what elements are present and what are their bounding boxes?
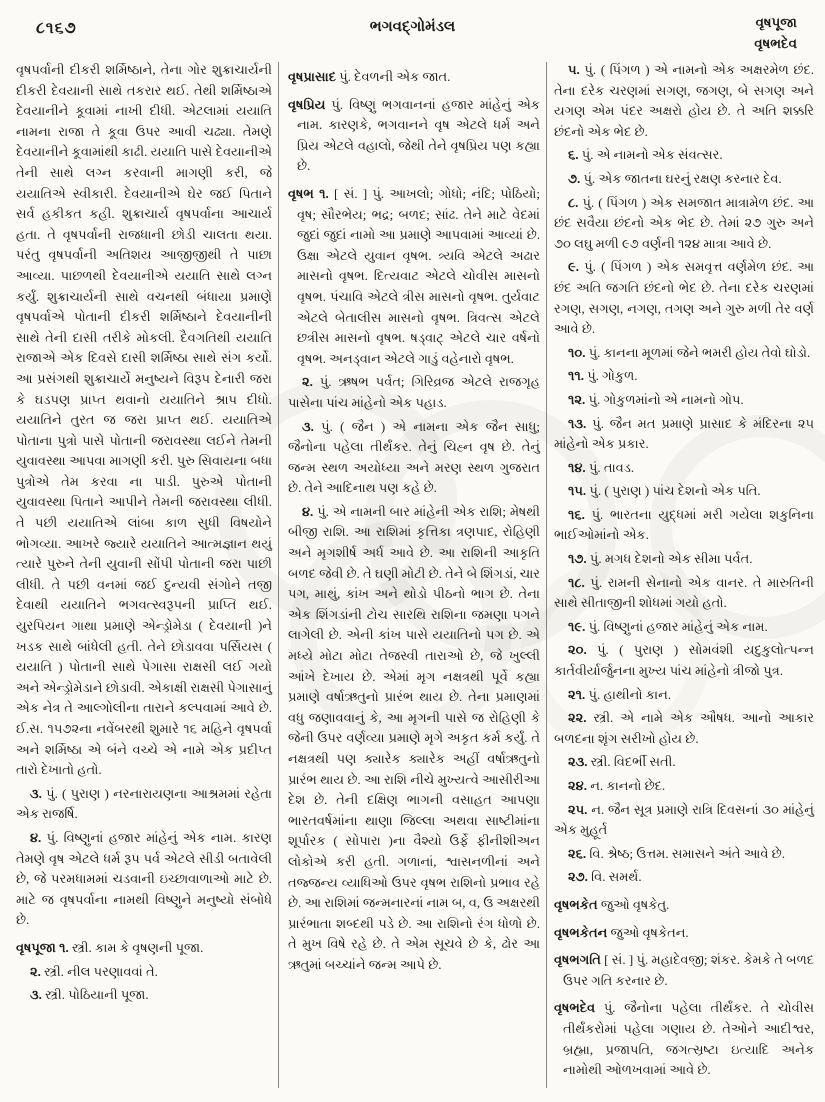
entry-paragraph: ૧૫. પું. ( પુરાણ ) પાંચ દેશનો એક પતિ.: [568, 483, 761, 499]
book-title-running-head: ભગવદ્ગોમંડલ: [369, 19, 456, 35]
entry-headword: ૧૪.: [568, 459, 589, 475]
column-divider-right: [546, 62, 547, 1088]
entry-paragraph: ૨૭. વિ. સમર્થ.: [568, 869, 642, 885]
entry-headword: ૧૮.: [568, 574, 591, 590]
entry-paragraph: ૮. પું. ( પિંગળ ) એક સમજાત માત્રામેળ છંદ. આ છંદ સવૈયા છંદનો એક ભેદ છે. તેમાં ૨૭ ગુરુ અને ૭૦ લઘુ મળી ૯૭ વર્ણની ૧૨૪ માત્રા આવે છે.: [554, 194, 814, 251]
entry-paragraph: ૧૭. પું. મગધ દેશનો એક સીમા પર્વત.: [568, 551, 753, 567]
entry-headword: ૩.: [30, 785, 47, 801]
entry-headword: ૨.: [302, 374, 320, 390]
entry-headword: ૨૨.: [568, 710, 594, 726]
entry-paragraph: ૨૩. સ્ત્રી. વિદર્ભી સતી.: [568, 754, 676, 770]
entry-headword: ૧૫.: [568, 483, 590, 499]
entry-paragraph: વૃષપ્રાસાદ પું. દેવળની એક જાત.: [288, 69, 451, 84]
entry-headword: ૨૫.: [568, 801, 592, 817]
entry-paragraph: ૭. પું. એક જાતના ઘરનું રક્ષણ કરનાર દેવ.: [568, 170, 782, 186]
entry-paragraph: ૧૯. પું. વિષ્ણુનાં હજાર માંહેનું એક નામ.: [568, 618, 768, 634]
entry-paragraph: ૫. પું. ( પિંગળ ) એ નામનો એક અક્ષરમેળ છંદ. તેના દરેક ચરણમાં સગણ, જગણ, બે સગણ અને યગણ એમ પંદર અક્ષરો હોય છે. તે અતિ શક્કરિ છંદનો એક ભેદ છે.: [554, 62, 814, 139]
entry-headword: વૃષપ્રાસાદ: [288, 69, 340, 84]
entry-headword: વૃષપ્રિય: [288, 96, 332, 112]
continuation-paragraph: વૃષપર્વાની દીકરી શર્મિષ્ઠાને, તેના ગોર શુક્રાચાર્યની દીકરી દેવયાની સાથે તકરાર થઈ. તેથી શર્મિષ્ઠાએ દેવયાનીને કૂવામાં નાખી દીધી. એટલામાં યયાતિ નામના રાજા તે કૂવા ઉપર આવી ચઢ્યા. તેમણે દેવયાનીને કૂવામાંથી કાઢી. યયાતિ પાસે દેવયાનીએ તેની સાથે લગ્ન કરવાની માગણી કરી, જે યયાતિએ સ્વીકારી. દેવયાનીએ ઘેર જઈ પિતાને સર્વ હકીકત કહી. શુક્રાચાર્ય વૃષપર્વાના આચાર્ય હતા. તે વૃષપર્વાની રાજધાની છોડી ચાલતા થયા. પરંતુ વૃષપર્વાની અતિશય આજીજીથી તે પાછા આવ્યા. પાછળથી દેવયાનીએ યયાતિ સાથે લગ્ન કર્યું. શુક્રાચાર્યની સાથે વચનથી બંધાયા પ્રમાણે વૃષપર્વાએ પોતાની દીકરી શર્મિષ્ઠાને દેવયાનીની સાથે તેની દાસી તરીકે મોકલી. દૈવગતિથી યયાતિ રાજાએ એક દિવસે દાસી શર્મિષ્ઠા સાથે સંગ કર્યો. આ પ્રસંગથી શુક્રાચાર્યે મનુષ્યને વિરૂપ દેનારી જરા કે ઘડપણ પ્રાપ્ત થવાનો યયાતિને શ્રાપ દીધો. યયાતિને તુરત જ જરા પ્રાપ્ત થઈ. યયાતિએ પોતાના પુત્રો પાસે પોતાની જરાવસ્થા લઈને તેમની યુવાવસ્થા આપવા માગણી કરી. પુરુ સિવાયના બધા પુત્રોએ તેમ કરવા ના પાડી. પુરુએ પોતાની યુવાવસ્થા પિતાને આપીને તેમની જરાવસ્થા લીધી. તે પછી યયાતિએ લાંબા કાળ સુધી વિષયોને ભોગવ્યા. આખરે જ્યારે યયાતિને આત્મજ્ઞાન થયું ત્યારે પુરુને તેની યુવાની સોંપી પોતાની જરા પાછી લીધી. તે પછી વનમાં જઈ દુન્યવી સંગોને તજી દેવાથી યયાતિને ભગવત્સ્વરૂપની પ્રાપ્તિ થઈ. યુરપિયન ગાથા પ્રમાણે એન્ડ્રોમેડા ( દેવયાની )ને ખડક સાથે બાંધેલી હતી. તેને છોડાવવા પર્સિયસ ( યયાતિ ) પોતાની સાથે પેગાસા રાક્ષસી લઈ ગયો અને એન્ડ્રોમેડાને છોડાવી. એકાક્ષી રાક્ષસી પેગાસાનું એક નેત્ર તે આલ્ગોલીના તારાને કલ્પવામાં આવે છે. ઈ.સ. ૧૫૭૨ના નવેંબરથી શુમારે ૧૬ મહિને વૃષપર્વા અને શર્મિષ્ઠા એ બંને વચ્ચે એ નામે એક પ્રદીપ્ત તારો દેખાતો હતો.: [16, 62, 272, 778]
entry-headword: વૃષભ ૧.: [288, 185, 335, 201]
text-column-3: [554, 60, 814, 1084]
entry-headword: ૧૬.: [568, 506, 592, 522]
text-column-2: [288, 60, 540, 979]
entry-headword: ૩.: [30, 987, 46, 1003]
entry-headword: ૧૨.: [568, 391, 589, 407]
entry-paragraph: ૪. પું. વિષ્ણુનાં હજાર માંહેનું એક નામ. કારણ તેમણે વૃષ એટલે ધર્મ રૂપ પર્વ એટલે સીડી બતાવેલી છે, જે પરમધામમાં ચડવાની ઇચ્છાવાળાઓ માટે છે. માટે જ વૃષપર્વાના નામથી વિષ્ણુને મનુષ્યો સંબોધે છે.: [16, 829, 272, 928]
entry-headword: ૨૪.: [568, 778, 591, 793]
entry-headword: ૧૯.: [568, 618, 589, 634]
entry-paragraph: ૯. પું. ( પિંગળ ) એક સમવૃત્ત વર્ણમેળ છંદ. આ છંદ અતિ જગતિ છંદનો ભેદ છે. તેના દરેક ચરણમાં રગણ, સગણ, નગણ, તગણ અને ગુરુ મળી તેર વર્ણ આવે છે.: [554, 259, 814, 337]
entry-headword: ૧૧.: [568, 368, 588, 384]
entry-headword: ૩.: [302, 418, 322, 434]
entry-paragraph: વૃષપૂજા ૧. સ્ત્રી. કામ કે વૃષણની પૂજા.: [16, 939, 204, 955]
entry-headword: ૯.: [568, 259, 585, 275]
entry-paragraph: ૧૪. પું. તાવડ.: [568, 459, 635, 475]
entry-paragraph: ૧૮. પું. રામની સેનાનો એક વાનર. તે મારુતિની સાથે સીતાજીની શોધમાં ગયો હતો.: [554, 574, 814, 611]
entry-headword: ૮.: [568, 194, 583, 210]
entry-headword: વૃષભકેત: [554, 896, 601, 912]
entry-headword: ૨.: [30, 963, 45, 979]
entry-paragraph: ૨૬. વિ. શ્રેષ્ઠ; ઉત્તમ. સમાસને અંતે આવે છે.: [568, 845, 785, 861]
entry-paragraph: ૩. સ્ત્રી. પોઠિયાની પૂજા.: [30, 987, 149, 1003]
entry-headword: ૧૩.: [568, 415, 593, 431]
entry-paragraph: ૨૨. સ્ત્રી. એ નામે એક ઔષધ. આનો આકાર બળદના શૃંગ સરીખો હોય છે.: [554, 710, 814, 746]
entry-paragraph: વૃષભ ૧. [ સં. ] પું. આખલો; ગોધો; નંદિ; પોઠિયો; વૃષ; સૌરભેય; ભદ્ર; બળદ; સાંઢ. તેને માટે વેદમાં જુદાં જુદાં નામો આ પ્રમાણે આપવામાં આવ્યાં છે. ઉક્ષા એટલે યુવાન વૃષભ. ત્ર્યવિ એટલે અઢાર માસનો વૃષભ. દિત્યવાટ એટલે ચોવીસ માસનો વૃષભ. પંચાવિ એટલે ત્રીસ માસનો વૃષભ. તુર્યવાટ એટલે બેતાલીસ માસનો વૃષભ. ત્રિવત્સ એટલે છત્રીસ માસનો વૃષભ. ષડ્વાટ્ એટલે ચાર વર્ષનો વૃષભ. અનડ્વાન એટલે ગાડું વહેનારો વૃષભ.: [288, 185, 540, 366]
entry-paragraph: વૃષભકેત જુઓ વૃષકેતુ.: [554, 896, 670, 912]
entry-paragraph: ૬. પું. એ નામનો એક સંવત્સર.: [568, 147, 723, 163]
entry-paragraph: ૩. પું. ( જૈન ) એ નામના એક જૈન સાધુ; જૈનોના પહેલા તીર્થંકર. તેનું ચિહ્ન વૃષ છે. તેનું જન્મ સ્થળ અયોધ્યા અને મરણ સ્થળ ગુજરાત છે. તેને આદિનાથ પણ કહે છે.: [288, 418, 540, 496]
entry-paragraph: વૃષભગતિ [ સં. ] પું. મહાદેવજી; શંકર. કેમકે તે બળદ ઉપર ગતિ કરનાર છે.: [554, 952, 814, 988]
entry-paragraph: વૃષભકેતન જુઓ વૃષકેતન.: [554, 924, 689, 940]
entry-paragraph: વૃષભદેવ પું. જૈનોના પહેલા તીર્થંકર. તે ચોવીસ તીર્થંકરોમાં પહેલા ગણાય છે. તેઓને આદીશ્વર, બ્રહ્મા, પ્રજાપતિ, જગત્સ્રષ્ટા ઇત્યાદિ અનેક નામોથી ઓળખવામાં આવે છે.: [554, 1000, 814, 1078]
entry-headword: ૨૭.: [568, 869, 592, 885]
entry-headword: વૃષભદેવ: [554, 1000, 604, 1016]
entry-paragraph: ૪. પું. એ નામની બાર માંહેની એક રાશિ; મેષથી બીજી રાશિ. આ રાશિમાં કૃત્તિકા ત્રણપાદ, રોહિણી અને મૃગશીર્ષ અર્ધ આવે છે. આ રાશિની આકૃતિ બળદ જેવી છે. તે ઘણી મોટી છે. તેને બે શિંગડાં, ચાર પગ, માથું, કાંખ અને થોડો પીઠનો ભાગ છે. તેના એક શિંગડાંની ટોચ સારથિ રાશિના જમણા પગને લાગેલી છે. એની કાંખ પાસે યયાતિનો પગ છે. એ મધ્યે મોટા મોટા તેજસ્વી તારાઓ છે, જે ખુલ્લી આંખે દેખાય છે. એમાં મૃગ નક્ષત્રથી પૂર્વે કહ્યા પ્રમાણે વર્ષાઋતુનો પ્રારંભ થાય છે. તેના પ્રમાણમાં વધુ જણાવવાનું કે, આ મૃગની પાસે જ રોહિણી કે જેની ઉપર વર્ણવ્યા પ્રમાણે મૃગે અકૃત કર્મ કર્યું. તે નક્ષત્રથી પણ ક્યારેક ક્યારેક અહીં વર્ષાઋતુનો પ્રારંભ થાય છે. આ રાશિ નીચે મુખ્યત્વે આસીરીઆ દેશ છે. તેની દક્ષિણ ભાગની વસાહત આપણા ભારતવર્ષમાંના થાણા જિલ્લા અથવા સાષ્ટીમાંના શૂર્પારક ( સોપારા )ના વૈશ્યો ઉર્ફે ફીનીશીઅન લોકોએ કરી હતી. ગળાનાં, શ્વાસનળીનાં અને તજ્જન્ય વ્યાધિઓ ઉપર વૃષભ રાશિનો પ્રભાવ રહે છે. આ રાશિમાં જન્મનારનાં નામ બ, વ, ઉ અક્ષરથી પ્રારંભાતા શબ્દથી પડે છે. આ રાશિનો રંગ ધોળો છે. તે મુખ વિષે રહે છે. તે એમ સૂચવે છે કે, ઢોર આ ઋતુમાં બચ્ચાંને જન્મ આપે છે.: [288, 503, 541, 972]
entry-paragraph: ૨૫. ન. જૈન સૂત્ર પ્રમાણે રાત્રિ દિવસનાં ૩૦ માંહેનું એક મુહૂર્ત: [554, 801, 814, 838]
entry-headword: ૨૦.: [568, 642, 598, 658]
entry-headword: ૪.: [302, 503, 318, 519]
running-head-last-entry: વૃષભદેવ: [754, 36, 797, 51]
entry-paragraph: વૃષપ્રિય પું. વિષ્ણુ ભગવાનનાં હજાર માંહેનું એક નામ. કારણકે, ભગવાનને વૃષ એટલે ધર્મ અને પ્રિય એટલે વહાલો, જેથી તેને વૃષપ્રિય પણ કહ્યા છે.: [288, 96, 540, 174]
column-divider-left: [278, 62, 279, 1088]
entry-paragraph: ૨૦. પું. ( પુરાણ ) સોમવંશી યદુકુલોત્પન્ન કાર્તવીર્યાર્જુનના મુખ્ય પાંચ માંહેનો ત્રીજો પુત્ર.: [554, 642, 814, 679]
entry-headword: ૨૧.: [568, 686, 589, 702]
text-column-1: [16, 60, 272, 1009]
entry-headword: ૭.: [568, 170, 584, 186]
running-head-entries: [754, 12, 797, 54]
entry-headword: વૃષપૂજા ૧.: [16, 939, 72, 955]
entry-headword: ૧૭.: [568, 551, 590, 567]
running-head-first-entry: વૃષપૂજા: [755, 15, 797, 30]
entry-paragraph: ૨. સ્ત્રી. નીલ પરણાવવાં તે.: [30, 963, 158, 979]
entry-headword: વૃષભગતિ: [554, 952, 605, 968]
entry-paragraph: ૧૩. પું. જૈન મત પ્રમાણે પ્રાસાદ કે મંદિરના ૨૫ માંહેનો એક પ્રકાર.: [554, 415, 815, 452]
entry-headword: ૨૩.: [568, 754, 591, 770]
page-number: ૮૧૬૭: [36, 20, 77, 37]
entry-headword: ૪.: [30, 829, 47, 845]
entry-headword: ૬.: [568, 147, 582, 163]
entry-headword: ૨૬.: [568, 845, 590, 861]
entry-paragraph: ૩. પું. ( પુરાણ ) નરનારાયણના આશ્રમમાં રહેતા એક રાજર્ષિ.: [16, 785, 272, 822]
entry-paragraph: ૧૬. પું. ભારતના યુદ્ધમાં મરી ગયેલા શકુનિના ભાઈઓમાંનો એક.: [554, 506, 814, 543]
entry-paragraph: ૨. પું. ઋષભ પર્વત; ગિરિવ્રજ એટલે રાજગૃહ પાસેના પાંચ માંહેનો એક પહાડ.: [288, 374, 540, 410]
entry-headword: વૃષભકેતન: [554, 924, 611, 940]
entry-paragraph: ૧૨. પું. ગોકુળમાંનો એ નામનો ગોપ.: [568, 391, 744, 407]
entry-paragraph: ૨૧. પું. હાથીનો કાન.: [568, 686, 672, 702]
entry-paragraph: ૧૦. પું. કાનના મૂળમાં જેને ભમરી હોય તેવો ઘોડો.: [568, 344, 811, 360]
entry-paragraph: ૧૧. પું. ગોકુળ.: [568, 368, 638, 384]
entry-headword: ૧૦.: [568, 344, 589, 360]
entry-headword: ૫.: [568, 62, 585, 77]
entry-paragraph: ૨૪. ન. કાનનો છેદ.: [568, 778, 666, 793]
